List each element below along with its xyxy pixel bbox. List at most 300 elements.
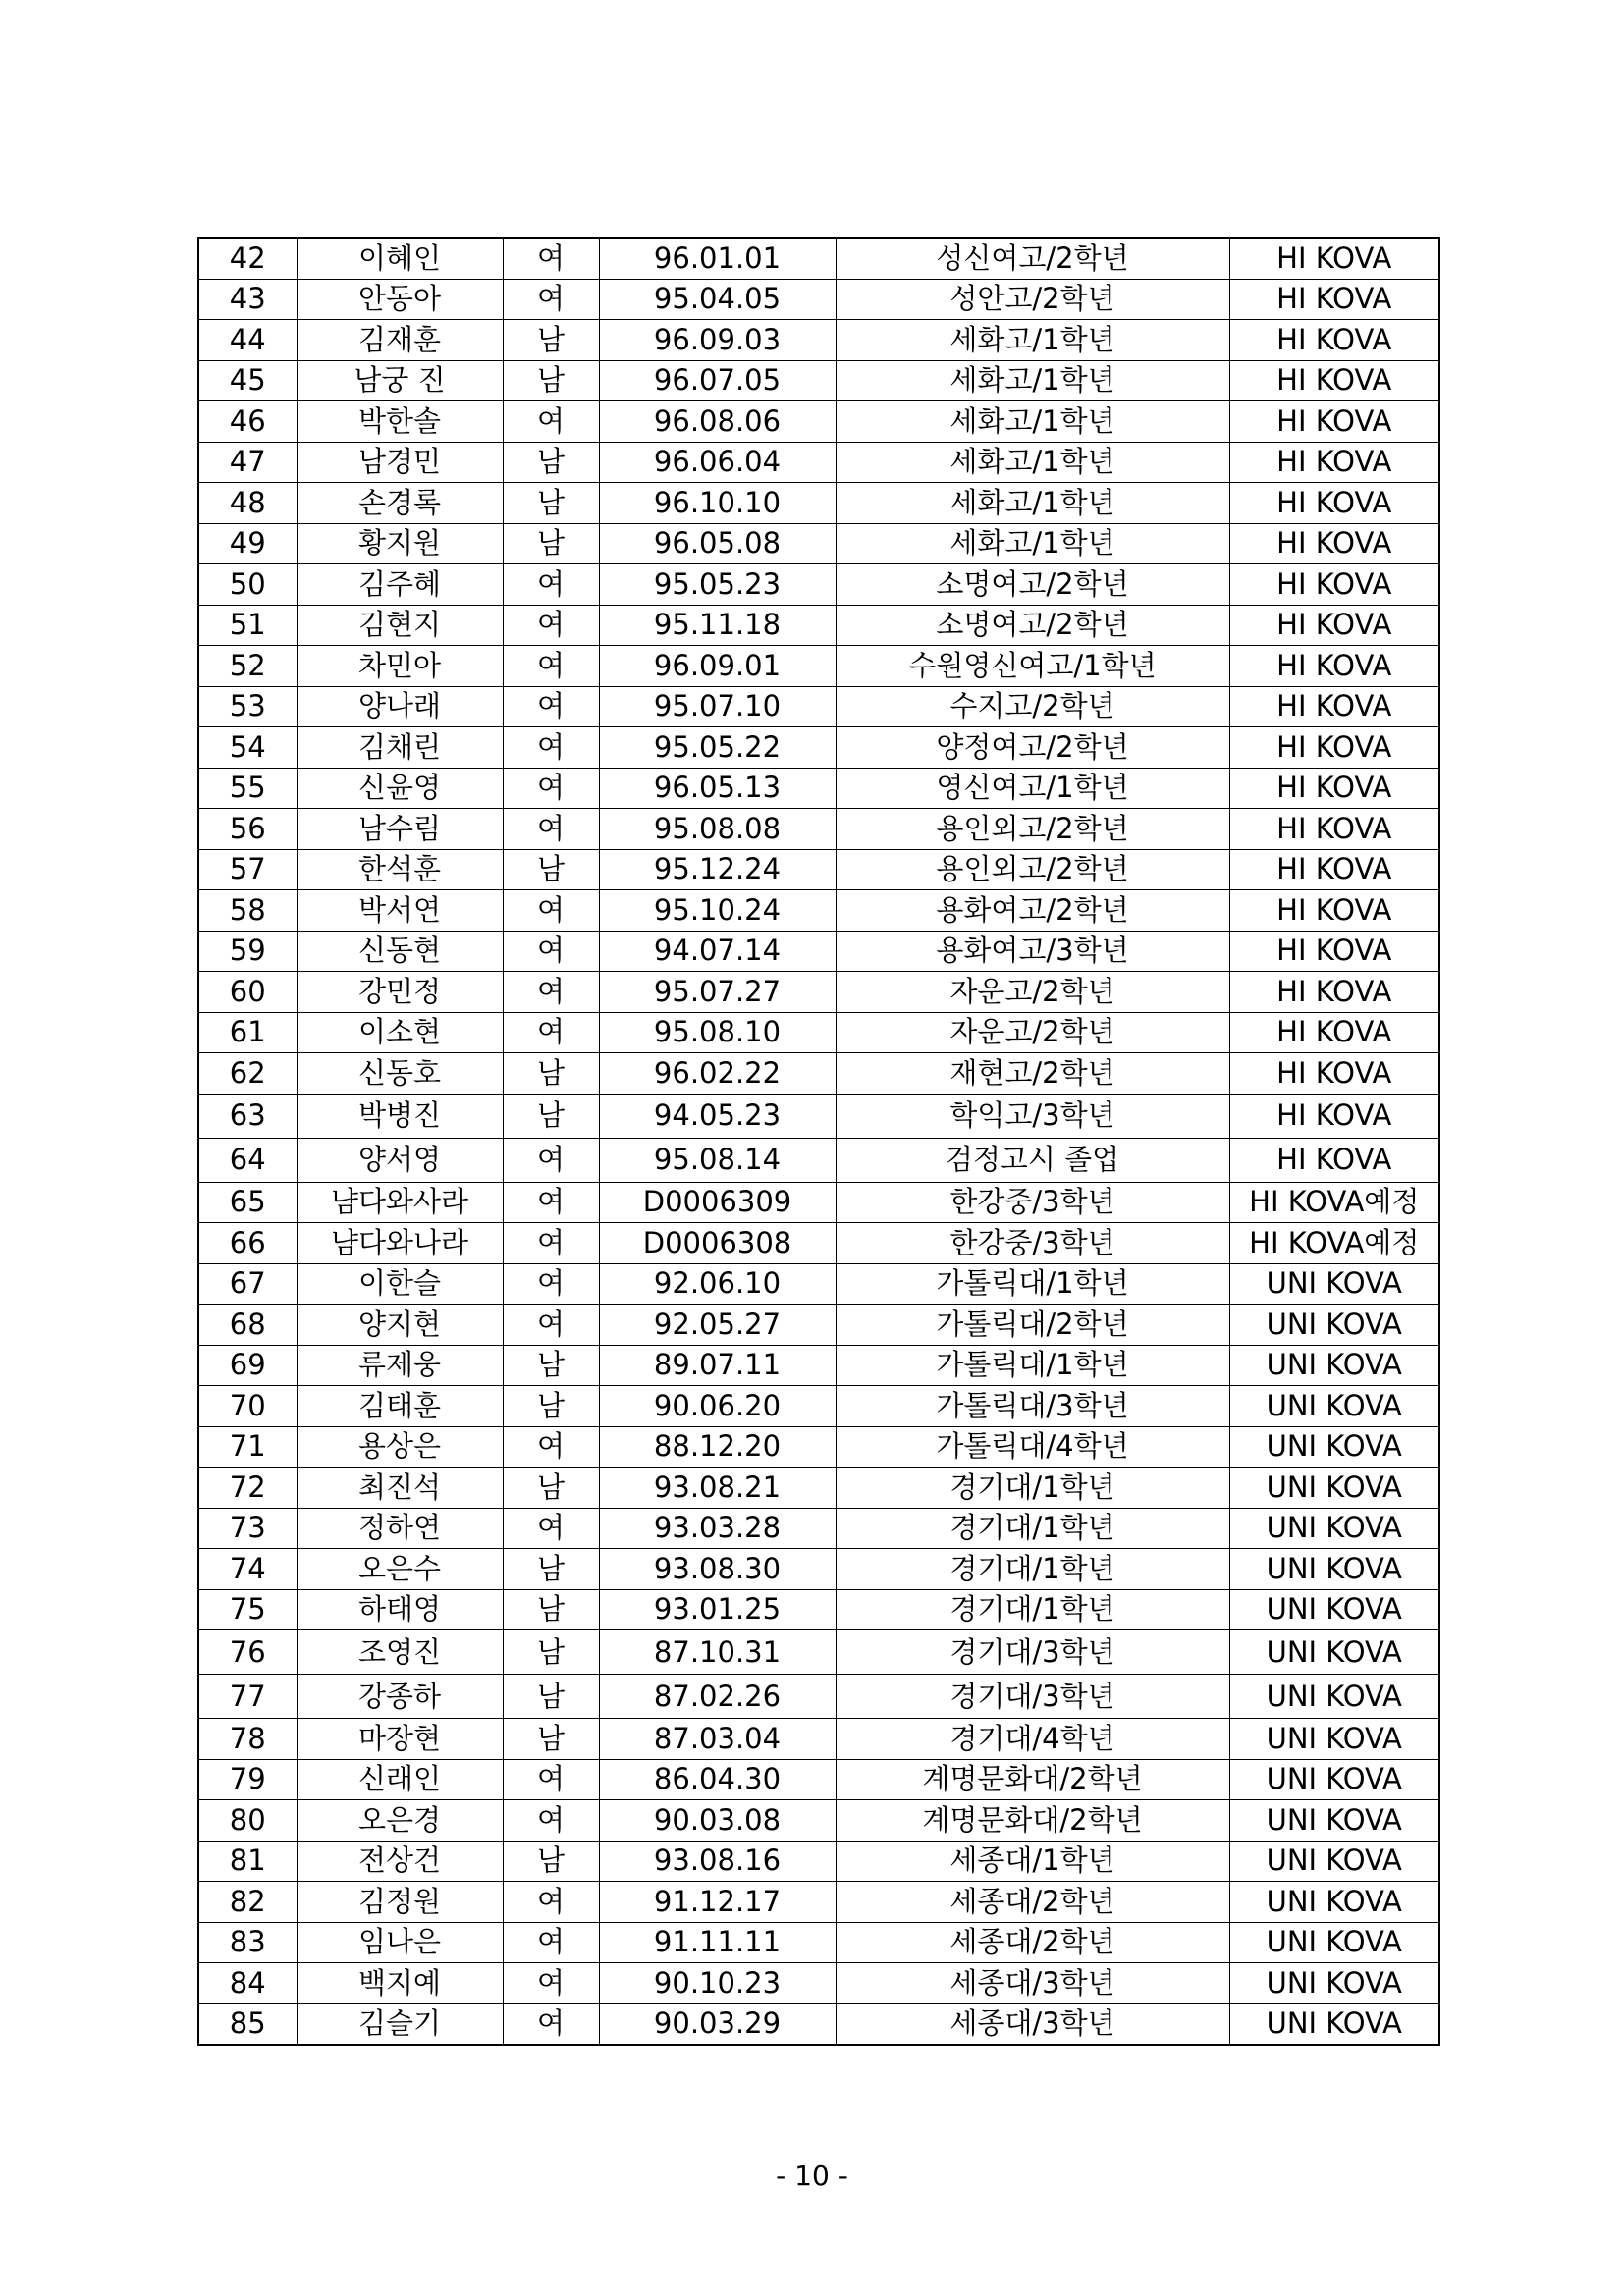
table-row — [198, 1094, 1439, 1138]
table-row — [198, 972, 1439, 1013]
row-number-cell: 82 — [198, 1882, 297, 1923]
team-cell: UNI KOVA — [1229, 1675, 1439, 1719]
school-grade-cell: 양정여고/2학년 — [836, 727, 1229, 769]
row-number-cell: 74 — [198, 1549, 297, 1590]
gender-cell: 남 — [503, 320, 599, 361]
table-row — [198, 320, 1439, 361]
row-number-cell: 73 — [198, 1508, 297, 1549]
name-cell: 강민정 — [297, 972, 503, 1013]
table-row — [198, 1263, 1439, 1305]
gender-cell: 남 — [503, 1345, 599, 1386]
birth-date-cell: 95.07.10 — [599, 686, 836, 727]
birth-date-cell: 87.10.31 — [599, 1630, 836, 1675]
school-grade-cell: 경기대/1학년 — [836, 1508, 1229, 1549]
team-cell: HI KOVA — [1229, 483, 1439, 524]
name-cell: 박서연 — [297, 890, 503, 932]
name-cell: 신래인 — [297, 1759, 503, 1800]
team-cell: UNI KOVA — [1229, 1345, 1439, 1386]
row-number-cell: 79 — [198, 1759, 297, 1800]
table-row — [198, 1630, 1439, 1675]
team-cell: HI KOVA — [1229, 401, 1439, 443]
birth-date-cell: 93.08.16 — [599, 1841, 836, 1882]
name-cell: 냠다와나라 — [297, 1223, 503, 1264]
birth-date-cell: 96.09.03 — [599, 320, 836, 361]
birth-date-cell: 95.05.22 — [599, 727, 836, 769]
table-row — [198, 1386, 1439, 1427]
team-cell: HI KOVA — [1229, 523, 1439, 564]
name-cell: 오은수 — [297, 1549, 503, 1590]
birth-date-cell: 90.03.08 — [599, 1800, 836, 1842]
table-row — [198, 564, 1439, 606]
birth-date-cell: 95.11.18 — [599, 605, 836, 646]
school-grade-cell: 용화여고/3학년 — [836, 931, 1229, 972]
name-cell: 박병진 — [297, 1094, 503, 1138]
name-cell: 이혜인 — [297, 238, 503, 279]
name-cell: 강종하 — [297, 1675, 503, 1719]
row-number-cell: 46 — [198, 401, 297, 443]
school-grade-cell: 용인외고/2학년 — [836, 849, 1229, 890]
school-grade-cell: 경기대/3학년 — [836, 1630, 1229, 1675]
birth-date-cell: 86.04.30 — [599, 1759, 836, 1800]
name-cell: 최진석 — [297, 1468, 503, 1509]
gender-cell: 남 — [503, 483, 599, 524]
birth-date-cell: 88.12.20 — [599, 1426, 836, 1468]
team-cell: HI KOVA — [1229, 1012, 1439, 1053]
gender-cell: 남 — [503, 1386, 599, 1427]
row-number-cell: 60 — [198, 972, 297, 1013]
row-number-cell: 69 — [198, 1345, 297, 1386]
team-cell: UNI KOVA — [1229, 2003, 1439, 2045]
gender-cell: 여 — [503, 768, 599, 809]
gender-cell: 남 — [503, 1589, 599, 1630]
birth-date-cell: 92.05.27 — [599, 1305, 836, 1346]
birth-date-cell: D0006308 — [599, 1223, 836, 1264]
birth-date-cell: 96.05.08 — [599, 523, 836, 564]
name-cell: 전상건 — [297, 1841, 503, 1882]
team-cell: UNI KOVA — [1229, 1922, 1439, 1963]
name-cell: 양서영 — [297, 1138, 503, 1182]
gender-cell: 여 — [503, 1508, 599, 1549]
table-row — [198, 1345, 1439, 1386]
birth-date-cell: 95.12.24 — [599, 849, 836, 890]
row-number-cell: 57 — [198, 849, 297, 890]
gender-cell: 여 — [503, 1426, 599, 1468]
gender-cell: 여 — [503, 564, 599, 606]
school-grade-cell: 소명여고/2학년 — [836, 605, 1229, 646]
gender-cell: 여 — [503, 1963, 599, 2004]
table-row — [198, 1675, 1439, 1719]
birth-date-cell: 93.08.30 — [599, 1549, 836, 1590]
school-grade-cell: 세종대/3학년 — [836, 2003, 1229, 2045]
team-cell: HI KOVA — [1229, 727, 1439, 769]
school-grade-cell: 자운고/2학년 — [836, 972, 1229, 1013]
gender-cell: 남 — [503, 1841, 599, 1882]
team-cell: UNI KOVA — [1229, 1549, 1439, 1590]
name-cell: 마장현 — [297, 1719, 503, 1760]
birth-date-cell: 90.10.23 — [599, 1963, 836, 2004]
table-row — [198, 1426, 1439, 1468]
school-grade-cell: 계명문화대/2학년 — [836, 1800, 1229, 1842]
table-row — [198, 1963, 1439, 2004]
school-grade-cell: 경기대/1학년 — [836, 1468, 1229, 1509]
row-number-cell: 50 — [198, 564, 297, 606]
school-grade-cell: 세화고/1학년 — [836, 360, 1229, 401]
birth-date-cell: 96.06.04 — [599, 442, 836, 483]
table-row — [198, 1589, 1439, 1630]
table-row — [198, 768, 1439, 809]
birth-date-cell: 90.03.29 — [599, 2003, 836, 2045]
school-grade-cell: 한강중/3학년 — [836, 1223, 1229, 1264]
row-number-cell: 62 — [198, 1053, 297, 1095]
page-number: - 10 - — [776, 2160, 848, 2192]
team-cell: UNI KOVA — [1229, 1263, 1439, 1305]
team-cell: UNI KOVA — [1229, 1882, 1439, 1923]
table-row — [198, 360, 1439, 401]
roster-body — [198, 238, 1439, 2045]
row-number-cell: 55 — [198, 768, 297, 809]
school-grade-cell: 세화고/1학년 — [836, 401, 1229, 443]
row-number-cell: 47 — [198, 442, 297, 483]
name-cell: 남수림 — [297, 809, 503, 850]
school-grade-cell: 학익고/3학년 — [836, 1094, 1229, 1138]
gender-cell: 남 — [503, 523, 599, 564]
school-grade-cell: 소명여고/2학년 — [836, 564, 1229, 606]
birth-date-cell: 89.07.11 — [599, 1345, 836, 1386]
school-grade-cell: 경기대/4학년 — [836, 1719, 1229, 1760]
school-grade-cell: 성안고/2학년 — [836, 279, 1229, 320]
school-grade-cell: 세화고/1학년 — [836, 320, 1229, 361]
team-cell: HI KOVA — [1229, 768, 1439, 809]
name-cell: 오은경 — [297, 1800, 503, 1842]
name-cell: 신동현 — [297, 931, 503, 972]
table-row — [198, 238, 1439, 279]
team-cell: HI KOVA — [1229, 1094, 1439, 1138]
name-cell: 김슬기 — [297, 2003, 503, 2045]
school-grade-cell: 가톨릭대/2학년 — [836, 1305, 1229, 1346]
row-number-cell: 59 — [198, 931, 297, 972]
birth-date-cell: 96.02.22 — [599, 1053, 836, 1095]
gender-cell: 남 — [503, 1053, 599, 1095]
table-row — [198, 1882, 1439, 1923]
gender-cell: 남 — [503, 1675, 599, 1719]
team-cell: HI KOVA — [1229, 279, 1439, 320]
row-number-cell: 61 — [198, 1012, 297, 1053]
name-cell: 남경민 — [297, 442, 503, 483]
birth-date-cell: 92.06.10 — [599, 1263, 836, 1305]
birth-date-cell: 96.01.01 — [599, 238, 836, 279]
name-cell: 신윤영 — [297, 768, 503, 809]
birth-date-cell: 95.08.08 — [599, 809, 836, 850]
birth-date-cell: 91.12.17 — [599, 1882, 836, 1923]
table-row — [198, 1305, 1439, 1346]
row-number-cell: 51 — [198, 605, 297, 646]
gender-cell: 남 — [503, 1719, 599, 1760]
school-grade-cell: 세화고/1학년 — [836, 523, 1229, 564]
row-number-cell: 71 — [198, 1426, 297, 1468]
table-row — [198, 1182, 1439, 1223]
table-row — [198, 1841, 1439, 1882]
school-grade-cell: 가톨릭대/1학년 — [836, 1263, 1229, 1305]
gender-cell: 여 — [503, 1882, 599, 1923]
school-grade-cell: 용화여고/2학년 — [836, 890, 1229, 932]
row-number-cell: 84 — [198, 1963, 297, 2004]
table-row — [198, 2003, 1439, 2045]
gender-cell: 여 — [503, 890, 599, 932]
gender-cell: 여 — [503, 646, 599, 687]
birth-date-cell: 95.04.05 — [599, 279, 836, 320]
gender-cell: 여 — [503, 931, 599, 972]
school-grade-cell: 재현고/2학년 — [836, 1053, 1229, 1095]
name-cell: 정하연 — [297, 1508, 503, 1549]
birth-date-cell: 93.03.28 — [599, 1508, 836, 1549]
school-grade-cell: 세종대/1학년 — [836, 1841, 1229, 1882]
school-grade-cell: 검정고시 졸업 — [836, 1138, 1229, 1182]
birth-date-cell: 96.10.10 — [599, 483, 836, 524]
row-number-cell: 48 — [198, 483, 297, 524]
birth-date-cell: 96.09.01 — [599, 646, 836, 687]
team-cell: HI KOVA — [1229, 890, 1439, 932]
gender-cell: 여 — [503, 1223, 599, 1264]
row-number-cell: 78 — [198, 1719, 297, 1760]
birth-date-cell: D0006309 — [599, 1182, 836, 1223]
team-cell: HI KOVA — [1229, 564, 1439, 606]
team-cell: UNI KOVA — [1229, 1759, 1439, 1800]
row-number-cell: 45 — [198, 360, 297, 401]
team-cell: UNI KOVA — [1229, 1630, 1439, 1675]
row-number-cell: 56 — [198, 809, 297, 850]
team-cell: HI KOVA — [1229, 1138, 1439, 1182]
table-row — [198, 605, 1439, 646]
row-number-cell: 68 — [198, 1305, 297, 1346]
birth-date-cell: 87.02.26 — [599, 1675, 836, 1719]
table-row — [198, 1922, 1439, 1963]
birth-date-cell: 95.05.23 — [599, 564, 836, 606]
name-cell: 김현지 — [297, 605, 503, 646]
row-number-cell: 43 — [198, 279, 297, 320]
team-cell: UNI KOVA — [1229, 1589, 1439, 1630]
team-cell: UNI KOVA — [1229, 1963, 1439, 2004]
team-cell: HI KOVA — [1229, 686, 1439, 727]
name-cell: 이소현 — [297, 1012, 503, 1053]
row-number-cell: 42 — [198, 238, 297, 279]
table-row — [198, 727, 1439, 769]
row-number-cell: 80 — [198, 1800, 297, 1842]
gender-cell: 여 — [503, 809, 599, 850]
school-grade-cell: 수원영신여고/1학년 — [836, 646, 1229, 687]
name-cell: 백지예 — [297, 1963, 503, 2004]
birth-date-cell: 96.05.13 — [599, 768, 836, 809]
birth-date-cell: 90.06.20 — [599, 1386, 836, 1427]
row-number-cell: 58 — [198, 890, 297, 932]
table-row — [198, 1800, 1439, 1842]
school-grade-cell: 경기대/1학년 — [836, 1589, 1229, 1630]
name-cell: 조영진 — [297, 1630, 503, 1675]
table-row — [198, 931, 1439, 972]
gender-cell: 여 — [503, 1759, 599, 1800]
row-number-cell: 63 — [198, 1094, 297, 1138]
name-cell: 김태훈 — [297, 1386, 503, 1427]
name-cell: 양지현 — [297, 1305, 503, 1346]
birth-date-cell: 93.01.25 — [599, 1589, 836, 1630]
birth-date-cell: 93.08.21 — [599, 1468, 836, 1509]
team-cell: UNI KOVA — [1229, 1305, 1439, 1346]
gender-cell: 여 — [503, 1922, 599, 1963]
row-number-cell: 83 — [198, 1922, 297, 1963]
birth-date-cell: 95.08.10 — [599, 1012, 836, 1053]
gender-cell: 남 — [503, 1549, 599, 1590]
school-grade-cell: 자운고/2학년 — [836, 1012, 1229, 1053]
name-cell: 이한슬 — [297, 1263, 503, 1305]
gender-cell: 여 — [503, 1182, 599, 1223]
table-row — [198, 686, 1439, 727]
table-row — [198, 1508, 1439, 1549]
school-grade-cell: 세화고/1학년 — [836, 442, 1229, 483]
team-cell: HI KOVA — [1229, 849, 1439, 890]
team-cell: UNI KOVA — [1229, 1468, 1439, 1509]
gender-cell: 여 — [503, 686, 599, 727]
birth-date-cell: 95.10.24 — [599, 890, 836, 932]
school-grade-cell: 경기대/1학년 — [836, 1549, 1229, 1590]
row-number-cell: 44 — [198, 320, 297, 361]
team-cell: UNI KOVA — [1229, 1508, 1439, 1549]
birth-date-cell: 94.05.23 — [599, 1094, 836, 1138]
gender-cell: 여 — [503, 727, 599, 769]
gender-cell: 여 — [503, 1263, 599, 1305]
gender-cell: 남 — [503, 1468, 599, 1509]
name-cell: 김채린 — [297, 727, 503, 769]
name-cell: 김주혜 — [297, 564, 503, 606]
school-grade-cell: 세종대/2학년 — [836, 1922, 1229, 1963]
gender-cell: 남 — [503, 1094, 599, 1138]
row-number-cell: 67 — [198, 1263, 297, 1305]
gender-cell: 남 — [503, 1630, 599, 1675]
name-cell: 손경록 — [297, 483, 503, 524]
name-cell: 안동아 — [297, 279, 503, 320]
school-grade-cell: 세종대/3학년 — [836, 1963, 1229, 2004]
birth-date-cell: 96.07.05 — [599, 360, 836, 401]
table-row — [198, 890, 1439, 932]
school-grade-cell: 가톨릭대/3학년 — [836, 1386, 1229, 1427]
name-cell: 임나은 — [297, 1922, 503, 1963]
row-number-cell: 66 — [198, 1223, 297, 1264]
member-roster-table — [197, 237, 1440, 2046]
birth-date-cell: 91.11.11 — [599, 1922, 836, 1963]
gender-cell: 여 — [503, 401, 599, 443]
school-grade-cell: 세종대/2학년 — [836, 1882, 1229, 1923]
school-grade-cell: 가톨릭대/1학년 — [836, 1345, 1229, 1386]
name-cell: 황지원 — [297, 523, 503, 564]
team-cell: UNI KOVA — [1229, 1719, 1439, 1760]
team-cell: HI KOVA — [1229, 320, 1439, 361]
birth-date-cell: 95.08.14 — [599, 1138, 836, 1182]
school-grade-cell: 경기대/3학년 — [836, 1675, 1229, 1719]
table-row — [198, 1468, 1439, 1509]
name-cell: 한석훈 — [297, 849, 503, 890]
gender-cell: 여 — [503, 605, 599, 646]
gender-cell: 여 — [503, 1800, 599, 1842]
name-cell: 냠다와사라 — [297, 1182, 503, 1223]
birth-date-cell: 87.03.04 — [599, 1719, 836, 1760]
table-row — [198, 1549, 1439, 1590]
team-cell: HI KOVA — [1229, 646, 1439, 687]
row-number-cell: 72 — [198, 1468, 297, 1509]
table-row — [198, 483, 1439, 524]
name-cell: 하태영 — [297, 1589, 503, 1630]
table-row — [198, 523, 1439, 564]
name-cell: 남궁 진 — [297, 360, 503, 401]
school-grade-cell: 세화고/1학년 — [836, 483, 1229, 524]
table-row — [198, 401, 1439, 443]
team-cell: HI KOVA — [1229, 931, 1439, 972]
table-row — [198, 1719, 1439, 1760]
name-cell: 김정원 — [297, 1882, 503, 1923]
school-grade-cell: 수지고/2학년 — [836, 686, 1229, 727]
team-cell: UNI KOVA — [1229, 1426, 1439, 1468]
team-cell: UNI KOVA — [1229, 1841, 1439, 1882]
table-row — [198, 809, 1439, 850]
gender-cell: 남 — [503, 360, 599, 401]
gender-cell: 여 — [503, 972, 599, 1013]
table-row — [198, 1759, 1439, 1800]
row-number-cell: 52 — [198, 646, 297, 687]
table-row — [198, 1053, 1439, 1095]
team-cell: UNI KOVA — [1229, 1386, 1439, 1427]
team-cell: HI KOVA — [1229, 360, 1439, 401]
team-cell: HI KOVA — [1229, 972, 1439, 1013]
table-row — [198, 442, 1439, 483]
row-number-cell: 76 — [198, 1630, 297, 1675]
table-row — [198, 1012, 1439, 1053]
team-cell: HI KOVA — [1229, 442, 1439, 483]
school-grade-cell: 가톨릭대/4학년 — [836, 1426, 1229, 1468]
school-grade-cell: 계명문화대/2학년 — [836, 1759, 1229, 1800]
table-row — [198, 279, 1439, 320]
gender-cell: 남 — [503, 442, 599, 483]
row-number-cell: 49 — [198, 523, 297, 564]
name-cell: 박한솔 — [297, 401, 503, 443]
school-grade-cell: 성신여고/2학년 — [836, 238, 1229, 279]
team-cell: HI KOVA예정 — [1229, 1182, 1439, 1223]
row-number-cell: 70 — [198, 1386, 297, 1427]
row-number-cell: 81 — [198, 1841, 297, 1882]
birth-date-cell: 95.07.27 — [599, 972, 836, 1013]
birth-date-cell: 94.07.14 — [599, 931, 836, 972]
team-cell: HI KOVA — [1229, 809, 1439, 850]
gender-cell: 여 — [503, 2003, 599, 2045]
name-cell: 김재훈 — [297, 320, 503, 361]
name-cell: 차민아 — [297, 646, 503, 687]
team-cell: HI KOVA예정 — [1229, 1223, 1439, 1264]
row-number-cell: 65 — [198, 1182, 297, 1223]
table-row — [198, 1138, 1439, 1182]
name-cell: 류제웅 — [297, 1345, 503, 1386]
gender-cell: 여 — [503, 1138, 599, 1182]
team-cell: HI KOVA — [1229, 605, 1439, 646]
birth-date-cell: 96.08.06 — [599, 401, 836, 443]
team-cell: HI KOVA — [1229, 1053, 1439, 1095]
gender-cell: 여 — [503, 1012, 599, 1053]
gender-cell: 여 — [503, 238, 599, 279]
name-cell: 양나래 — [297, 686, 503, 727]
row-number-cell: 53 — [198, 686, 297, 727]
gender-cell: 여 — [503, 1305, 599, 1346]
row-number-cell: 77 — [198, 1675, 297, 1719]
row-number-cell: 75 — [198, 1589, 297, 1630]
name-cell: 신동호 — [297, 1053, 503, 1095]
table-row — [198, 849, 1439, 890]
table-row — [198, 1223, 1439, 1264]
school-grade-cell: 영신여고/1학년 — [836, 768, 1229, 809]
